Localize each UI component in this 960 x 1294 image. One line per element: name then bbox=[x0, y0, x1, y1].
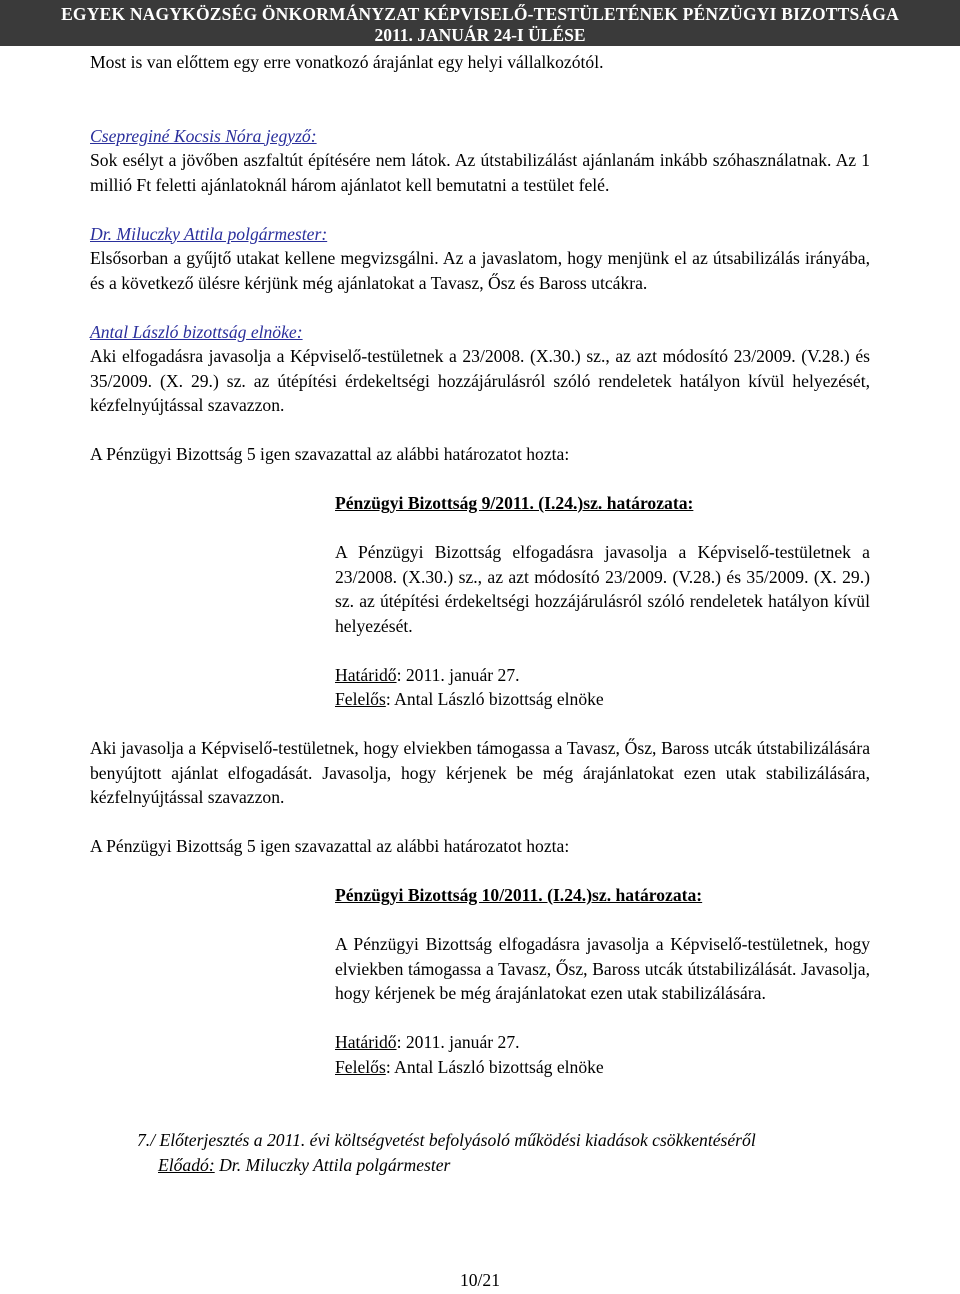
deadline-label: Határidő bbox=[335, 1032, 397, 1052]
presenter-value: Dr. Miluczky Attila polgármester bbox=[214, 1154, 451, 1175]
responsible bbox=[335, 687, 870, 712]
responsible-label: Felelős bbox=[335, 1056, 386, 1077]
document-header bbox=[0, 0, 960, 46]
vote-statement: A Pénzügyi Bizottság 5 igen szavazattal az alábbi határozatot hozta: bbox=[90, 444, 570, 464]
agenda-title: 7./ Előterjesztés a 2011. évi költségvetést befolyásoló működési kiadások csökkentéséről bbox=[137, 1130, 756, 1150]
resolution-text: A Pénzügyi Bizottság elfogadásra javasolja a Képviselő-testületnek, hogy elviekben támogassa a Tavasz, Ősz, Baross utcák útstabilizálását. Javasolja, hogy kérjenek be még árajánlatokat ezen utak stabilizálására. bbox=[335, 934, 870, 1003]
speaker-heading bbox=[90, 222, 870, 247]
page-body bbox=[90, 46, 870, 1177]
header-title: EGYEK NAGYKÖZSÉG ÖNKORMÁNYZAT KÉPVISELŐ-TESTÜLETÉNEK PÉNZÜGYI BIZOTTSÁGA bbox=[61, 4, 899, 24]
paragraph: Sok esélyt a jövőben aszfaltút építésére nem látok. Az útstabilizálást ajánlanám inkább szóhasználatnak. Az 1 millió Ft feletti ajánlatoknál három ajánlatot kell bemutatni a testület felé. bbox=[90, 150, 870, 195]
deadline-value: : 2011. január 27. bbox=[396, 664, 520, 685]
resolution-block bbox=[335, 883, 870, 1079]
deadline bbox=[335, 663, 870, 688]
paragraph: Aki elfogadásra javasolja a Képviselő-testületnek a 23/2008. (X.30.) sz., az azt módosító 23/2009. (V.28.) és 35/2009. (X. 29.) sz. az útépítési érdekeltségi hozzájárulásról szóló rendeletek hatályon kívül helyezését, kézfelnyújtással szavazzon. bbox=[90, 346, 870, 415]
responsible bbox=[335, 1055, 870, 1080]
deadline-value: : 2011. január 27. bbox=[396, 1032, 520, 1052]
speaker-heading bbox=[90, 320, 870, 345]
presenter-label: Előadó: bbox=[158, 1154, 215, 1175]
speaker-name: Miluczky Attila polgármester: bbox=[112, 223, 328, 244]
resolution-block bbox=[335, 491, 870, 712]
page-number: 10/21 bbox=[459, 1270, 501, 1290]
speaker-heading bbox=[90, 124, 870, 149]
deadline-label: Határidő bbox=[335, 664, 397, 685]
agenda-presenter bbox=[158, 1153, 870, 1178]
responsible-label: Felelős bbox=[335, 689, 386, 709]
agenda-item bbox=[137, 1128, 870, 1177]
vote-statement: A Pénzügyi Bizottság 5 igen szavazattal az alábbi határozatot hozta: bbox=[90, 836, 570, 856]
resolution-title: Pénzügyi Bizottság 9/2011. (I.24.)sz. határozata: bbox=[335, 493, 694, 513]
header-subtitle: 2011. JANUÁR 24-I ÜLÉSE bbox=[374, 25, 586, 45]
speaker-name: Csepreginé Kocsis Nóra jegyző: bbox=[90, 125, 317, 146]
speaker-name: Antal László bizottság elnöke: bbox=[90, 321, 303, 342]
resolution-title: Pénzügyi Bizottság 10/2011. (I.24.)sz. határozata: bbox=[335, 885, 703, 905]
deadline bbox=[335, 1030, 870, 1055]
paragraph: Aki javasolja a Képviselő-testületnek, hogy elviekben támogassa a Tavasz, Ősz, Baross utcák útstabilizálására benyújtott ajánlat elfogadását. Javasolja, hogy kérjenek be még árajánlatokat ezen utak stabilizálására, kézfelnyújtással szavazzon. bbox=[90, 738, 870, 807]
paragraph: Most is van előttem egy erre vonatkozó árajánlat egy helyi vállalkozótól. bbox=[90, 52, 604, 72]
paragraph: Elsősorban a gyűjtő utakat kellene megvizsgálni. Az a javaslatom, hogy menjünk el az útsabilizálás irányába, és a következő ülésre kérjünk még ajánlatokat a Tavasz, Ősz és Baross utcákra. bbox=[90, 248, 870, 293]
responsible-value: : Antal László bizottság elnöke bbox=[385, 1056, 604, 1077]
resolution-text: A Pénzügyi Bizottság elfogadásra javasolja a Képviselő-testületnek a 23/2008. (X.30.) sz., az azt módosító 23/2009. (V.28.) és 35/2009. (X. 29.) sz. az útépítési érdekeltségi hozzájárulásról szóló rendeletek hatályon kívül helyezését. bbox=[335, 542, 870, 636]
responsible-value: : Antal László bizottság elnöke bbox=[385, 689, 604, 709]
speaker-title: Dr. bbox=[90, 223, 113, 244]
